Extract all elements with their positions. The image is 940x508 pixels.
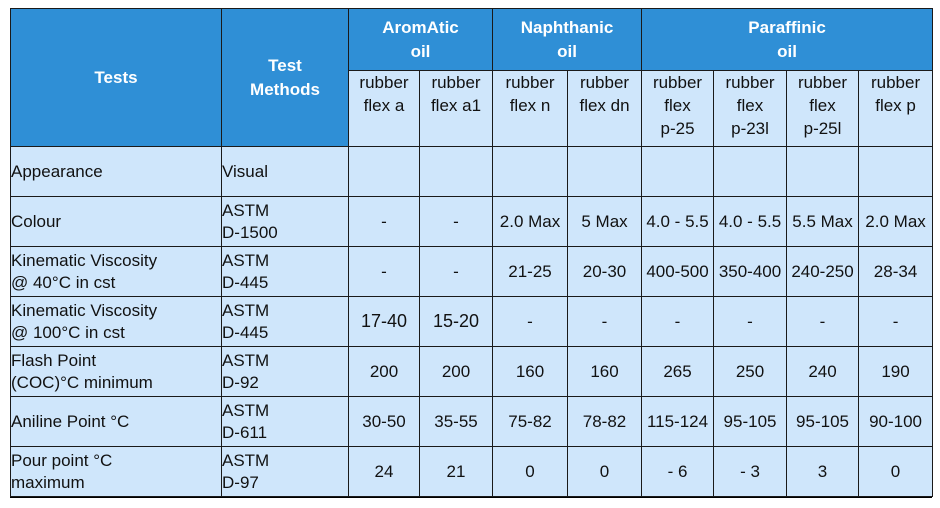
value-cell: 200 [349,347,420,397]
header-group-aromatic [349,9,493,71]
value-cell: 3 [787,447,859,497]
table-row [11,447,933,497]
product-line: rubber [579,73,630,92]
value-cell: 2.0 Max [493,197,568,247]
product-line: flex [736,96,764,115]
header-methods-line: Test [268,55,302,75]
header-tests: Tests [11,9,222,147]
value-cell: 400-500 [642,247,714,297]
product-line: flex p [875,96,916,115]
value-cell: 0 [568,447,642,497]
product-header [714,71,787,147]
test-name [11,347,222,397]
value-cell: 30-50 [349,397,420,447]
test-method [222,297,349,347]
test-method [222,147,349,197]
value-cell [787,147,859,197]
group-label: oil [410,41,431,61]
test-line: Kinematic Viscosity [11,300,158,320]
value-cell: 4.0 - 5.5 [714,197,787,247]
test-name [11,147,222,197]
test-line: @ 40°C in cst [11,272,116,292]
value-cell: 350-400 [714,247,787,297]
test-line: Pour point °C [11,450,113,470]
test-name [11,247,222,297]
value-cell [568,147,642,197]
value-cell: - [349,197,420,247]
product-line: rubber [359,73,409,92]
group-label: Paraffinic [748,17,826,37]
method-line: ASTM [222,200,270,220]
test-method [222,447,349,497]
header-test-methods [222,9,349,147]
method-line: D-445 [222,272,269,292]
value-cell: 15-20 [420,297,493,347]
value-cell: 90-100 [859,397,933,447]
value-cell: 240 [787,347,859,397]
value-cell [859,147,933,197]
header-group-naphthanic [493,9,642,71]
test-line: (COC)°C minimum [11,372,153,392]
method-line: ASTM [222,450,270,470]
test-method [222,247,349,297]
value-cell: - [642,297,714,347]
value-cell: - 6 [642,447,714,497]
value-cell: 75-82 [493,397,568,447]
value-cell: 17-40 [349,297,420,347]
test-method [222,197,349,247]
value-cell: - 3 [714,447,787,497]
test-method [222,347,349,397]
product-line: flex a1 [430,96,482,115]
product-header [349,71,420,147]
value-cell: 2.0 Max [859,197,933,247]
product-line: rubber [652,73,703,92]
product-line: rubber [505,73,555,92]
method-line: D-92 [222,372,259,392]
product-line: flex [664,96,691,115]
value-cell: 265 [642,347,714,397]
value-cell: 0 [859,447,933,497]
product-line: flex dn [579,96,630,115]
value-cell: 190 [859,347,933,397]
product-line: flex a [363,96,405,115]
product-header [787,71,859,147]
product-line: rubber [725,73,775,92]
value-cell: 35-55 [420,397,493,447]
method-line: ASTM [222,400,270,420]
value-cell [714,147,787,197]
method-line: Visual [222,161,268,181]
product-line: rubber [797,73,848,92]
value-cell: - [714,297,787,347]
test-line: @ 100°C in cst [11,322,125,342]
method-line: D-97 [222,472,259,492]
value-cell: 115-124 [642,397,714,447]
product-line: p-23l [731,119,769,138]
product-line: rubber [870,73,921,92]
product-header [642,71,714,147]
product-line: p-25l [803,119,842,138]
value-cell: - [420,247,493,297]
value-cell: 4.0 - 5.5 [642,197,714,247]
method-line: D-445 [222,322,269,342]
product-header [420,71,493,147]
table-row [11,147,933,197]
value-cell: 240-250 [787,247,859,297]
header-group-paraffinic [642,9,933,71]
value-cell: 28-34 [859,247,933,297]
method-line: D-1500 [222,222,278,242]
value-cell: 250 [714,347,787,397]
value-cell: - [859,297,933,347]
value-cell: - [787,297,859,347]
product-line: rubber [431,73,481,92]
header-row-groups [11,9,933,71]
value-cell: - [349,247,420,297]
value-cell: 21 [420,447,493,497]
test-method [222,397,349,447]
method-line: ASTM [222,300,270,320]
test-line: Flash Point [11,350,97,370]
test-line: Appearance [11,161,103,181]
method-line: ASTM [222,250,270,270]
group-label: oil [777,41,797,61]
value-cell: 95-105 [787,397,859,447]
spec-table-body [11,147,933,497]
value-cell: 5.5 Max [787,197,859,247]
value-cell: 78-82 [568,397,642,447]
value-cell: 24 [349,447,420,497]
table-row [11,297,933,347]
header-methods-line: Methods [250,79,320,99]
value-cell: - [568,297,642,347]
group-label: oil [557,41,577,61]
group-label: AromAtic [382,17,459,37]
test-name [11,397,222,447]
value-cell: 160 [493,347,568,397]
product-header [493,71,568,147]
test-line: Aniline Point °C [11,411,130,431]
test-name [11,297,222,347]
product-header [568,71,642,147]
table-row [11,197,933,247]
value-cell: 0 [493,447,568,497]
value-cell: - [493,297,568,347]
product-header [859,71,933,147]
value-cell: 95-105 [714,397,787,447]
value-cell [420,147,493,197]
value-cell: 20-30 [568,247,642,297]
table-row [11,347,933,397]
method-line: ASTM [222,350,270,370]
product-line: p-25 [660,119,695,138]
test-line: maximum [11,472,85,492]
spec-table-container [10,8,932,498]
table-row [11,397,933,447]
value-cell [642,147,714,197]
test-line: Colour [11,211,62,231]
value-cell: 5 Max [568,197,642,247]
table-row [11,247,933,297]
value-cell [493,147,568,197]
product-line: flex [809,96,836,115]
test-line: Kinematic Viscosity [11,250,158,270]
value-cell: - [420,197,493,247]
value-cell: 200 [420,347,493,397]
value-cell: 21-25 [493,247,568,297]
oil-spec-table [10,8,933,497]
group-label: Naphthanic [520,17,614,37]
value-cell [349,147,420,197]
test-name [11,197,222,247]
value-cell: 160 [568,347,642,397]
method-line: D-611 [222,422,268,442]
test-name [11,447,222,497]
product-line: flex n [509,96,551,115]
